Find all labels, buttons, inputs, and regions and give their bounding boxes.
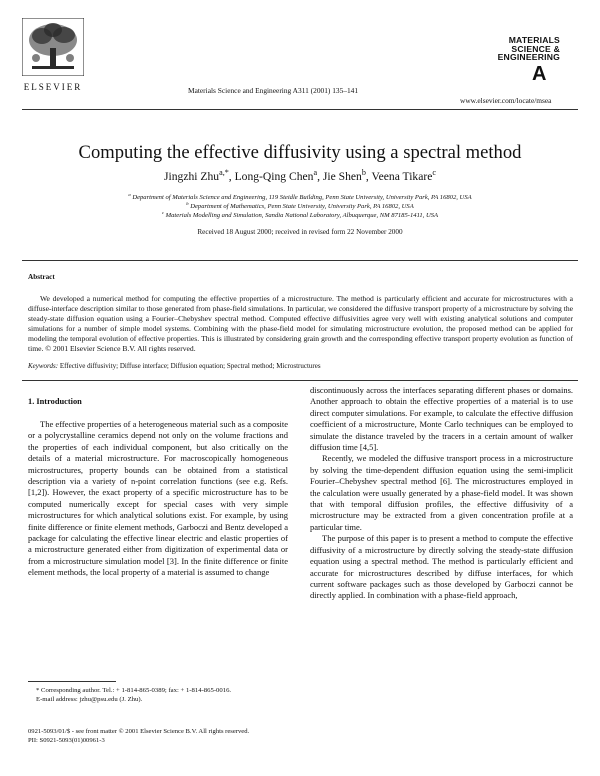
publisher-name: ELSEVIER bbox=[23, 82, 83, 92]
affiliation-mark: c bbox=[161, 209, 164, 215]
abstract-text: We developed a numerical method for computing the effective properties of a microstructure. The method is particularly efficient and accurate for microstructures with a diffuse-interface description similar to those generated from phase-field simulations. In particular, we considered the diffusive transport property of a microstructure by solving the steady-state diffusion equation using a Fourier–Chebyshev spectral method. Computed effective diffusivities agree very well with existing analytical solutions and computer simulations for a number of simple model systems. Combining with the phase-field model for simulating microstructure evolution, the proposed method can be applied for modeling the temporal evolution of effective properties. This is illustrated by considering grain growth and the corresponding effective transport property evolution as function of time. © 2001 Elsevier Science B.V. All rights reserved. bbox=[28, 294, 573, 354]
journal-reference: Materials Science and Engineering A311 (2001) 135–141 bbox=[188, 86, 359, 95]
body-paragraph: The effective properties of a heterogeneous material such as a composite or a polycrystalline ceramics depend not only on the volume fractions and the properties of each individual component, but also critically on the details of a material microstructure. For macroscopically homogeneous microstructures, property bounds can be obtained from a statistical description via a variety of n-point correlation functions (see e.g. Refs. [1,2]). However, the exact property of a specific microstructure has to be computed numerically except for special cases with very simple microstructures for which analytical solutions exist. For example, by using finite difference or finite element methods, Garboczi and Bentz developed a package for calculating the effective linear electric and elastic properties of a microstructure generated either from digitization of experimental data or from a microstructure simulation model [3]. In the finite difference or finite element methods, the local property of a material is assumed to change bbox=[28, 419, 288, 578]
pii-line: PII: S0921-5093(01)00961-3 bbox=[28, 737, 105, 744]
footnote-rule bbox=[28, 681, 116, 682]
affiliation-text: Department of Materials Science and Engineering, 119 Steidle Building, Penn State University, University Park, PA 16802, USA bbox=[132, 194, 472, 201]
author-name: Long-Qing Chen bbox=[234, 170, 314, 183]
journal-logo-line: MATERIALS bbox=[508, 35, 560, 45]
author-affiliation-mark: a bbox=[313, 168, 318, 178]
author-affiliation-mark: a,* bbox=[219, 168, 229, 178]
author-separator: , bbox=[228, 170, 235, 183]
journal-logo-line: ENGINEERING bbox=[497, 52, 560, 63]
abstract-bottom-divider bbox=[22, 380, 578, 381]
affiliation bbox=[0, 191, 600, 201]
body-paragraph: The purpose of this paper is to present a method to compute the effective diffusivity of a microstructure by directly solving the steady-state diffusion equation using a spectral method. The method is particularly efficient and accurate for microstructures described by diffuse interfaces, for which current software packages such as those developed by Garboczi cannot be directly applied. In combination with a phase-field approach, bbox=[310, 533, 573, 601]
author-name: Veena Tikare bbox=[371, 170, 433, 183]
journal-logo-letter bbox=[470, 62, 560, 82]
author-list bbox=[0, 170, 600, 183]
affiliation bbox=[0, 200, 600, 210]
header-divider bbox=[22, 109, 578, 110]
copyright-line: 0921-5093/01/$ - see front matter © 2001 Elsevier Science B.V. All rights reserved. bbox=[28, 728, 250, 735]
author-affiliation-mark: c bbox=[432, 168, 436, 178]
received-dates: Received 18 August 2000; received in revised form 22 November 2000 bbox=[197, 228, 403, 236]
keywords-text: Effective diffusivity; Diffuse interface; Diffusion equation; Spectral method; Microstructures bbox=[59, 362, 321, 370]
paper-title: Computing the effective diffusivity using a spectral method bbox=[78, 142, 522, 163]
body-paragraph: Recently, we modeled the diffusive transport process in a microstructure by solving the time-dependent diffusion equation using the semi-implicit Fourier–Chebyshev spectral method [6]. The microstructures employed in the calculation were usually generated by a phase-field model. It was shown that with temporal diffusion profiles, the effective diffusivity of a microstructure may be extracted from a given concentration profile at a particular time. bbox=[310, 453, 573, 532]
affiliation-text: Department of Mathematics, Penn State University, University Park, PA 16802, USA bbox=[190, 203, 414, 210]
corresponding-author-note: * Corresponding author. Tel.: + 1-814-865-0389; fax: + 1-814-865-0016. bbox=[36, 687, 232, 694]
journal-logo-letter-text: A bbox=[532, 62, 547, 82]
author-separator: , bbox=[317, 170, 323, 183]
left-column bbox=[28, 419, 288, 579]
footnote bbox=[28, 686, 288, 705]
affiliation-text: Materials Modelling and Simulation, Sandia National Laboratory, Albuquerque, NM 87185-1411, USA bbox=[165, 212, 439, 219]
email-note[interactable]: E-mail address: jzhu@psu.edu (J. Zhu). bbox=[36, 696, 143, 704]
affiliation bbox=[0, 209, 600, 219]
abstract-heading: Abstract bbox=[28, 273, 55, 281]
affiliation-mark: a bbox=[128, 191, 131, 197]
affiliation-mark: b bbox=[186, 200, 189, 206]
abstract-top-divider bbox=[22, 260, 578, 261]
right-column bbox=[310, 385, 573, 602]
copyright-block bbox=[28, 727, 249, 745]
keywords-label: Keywords: bbox=[28, 362, 59, 370]
elsevier-logo bbox=[22, 18, 84, 90]
journal-logo-line: SCIENCE & bbox=[511, 43, 560, 54]
author-affiliation-mark: b bbox=[361, 168, 366, 178]
body-paragraph: discontinuously across the interfaces separating different phases or domains. Another approach to obtain the effective properties of a material is to use direct computer simulations. For example, to calculate the effective diffusion coefficient of a microstructure, Monte Carlo techniques can be employed to simulate the distance traveled by the tracers in a certain amount of walker diffusion time [4,5]. bbox=[310, 385, 573, 453]
author-separator: , bbox=[365, 170, 372, 183]
keywords bbox=[28, 362, 573, 370]
journal-logo bbox=[470, 36, 560, 87]
author-name: Jie Shen bbox=[322, 170, 362, 183]
author-name: Jingzhi Zhu bbox=[164, 170, 220, 183]
section-heading: 1. Introduction bbox=[28, 397, 82, 406]
elsevier-tree-icon bbox=[22, 18, 84, 76]
journal-url[interactable]: www.elsevier.com/locate/msea bbox=[460, 96, 552, 105]
